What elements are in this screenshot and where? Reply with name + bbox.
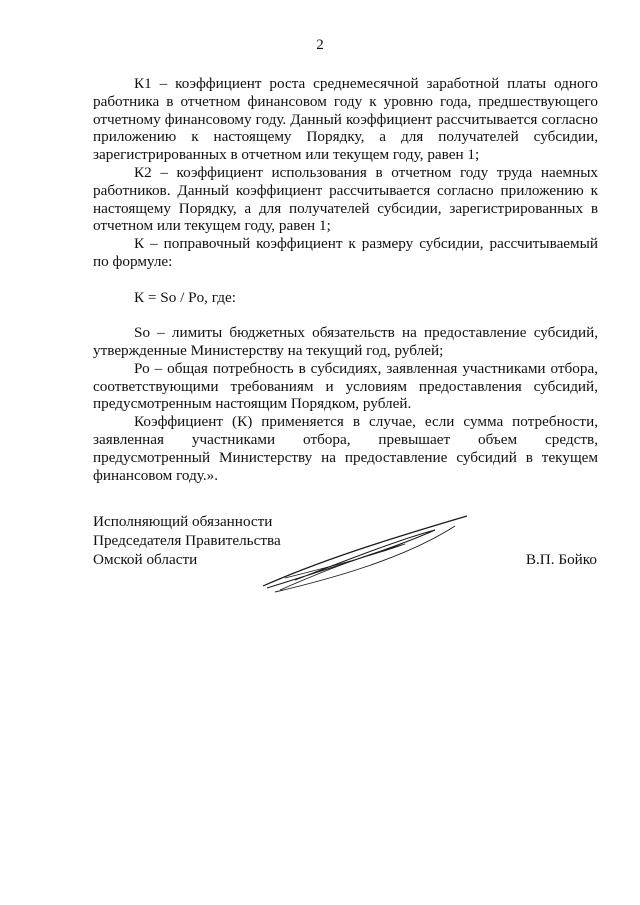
- signature-position-line: Председателя Правительства: [93, 532, 281, 549]
- paragraph-k2: К2 – коэффициент использования в отчетном году труда наемных работников. Данный коэффициент рассчитывается согласно приложению к настоящему Порядку, а для получателей субсидии, зарегистрированных в отчетном или текущем году, равен 1;: [93, 163, 598, 235]
- paragraph-k1: К1 – коэффициент роста среднемесячной заработной платы одного работника в отчетном финансовом году к уровню года, предшествующего отчетному финансовому году. Данный коэффициент рассчитывается согласно приложению к настоящему Порядку, а для получателей субсидии, зарегистрированных в отчетном или текущем году, равен 1;: [93, 75, 598, 164]
- handwritten-signature: [255, 508, 475, 598]
- paragraph-k: К – поправочный коэффициент к размеру субсидии, рассчитываемый по формуле:: [93, 235, 598, 270]
- paragraph-coefficient-applies: Коэффициент (К) применяется в случае, если сумма потребности, заявленная участниками отбора, превышает объем средств, предусмотренный Министерству на предоставление субсидий в текущем финансовом году.».: [93, 413, 598, 484]
- formula: К = So / Po, где:: [134, 288, 236, 306]
- signature-position-line: Омской области: [93, 551, 198, 568]
- page-number: 2: [316, 37, 324, 53]
- paragraph-po: Ро – общая потребность в субсидиях, заявленная участниками отбора, соответствующими требованиям и условиям предоставления субсидий, предусмотренным настоящим Порядком, рублей.: [93, 359, 598, 413]
- paragraph-so: So – лимиты бюджетных обязательств на предоставление субсидий, утвержденные Министерству на текущий год, рублей;: [93, 324, 598, 359]
- signature-position-line: Исполняющий обязанности: [93, 513, 273, 530]
- signer-name: В.П. Бойко: [525, 551, 597, 568]
- document-body: [93, 75, 598, 484]
